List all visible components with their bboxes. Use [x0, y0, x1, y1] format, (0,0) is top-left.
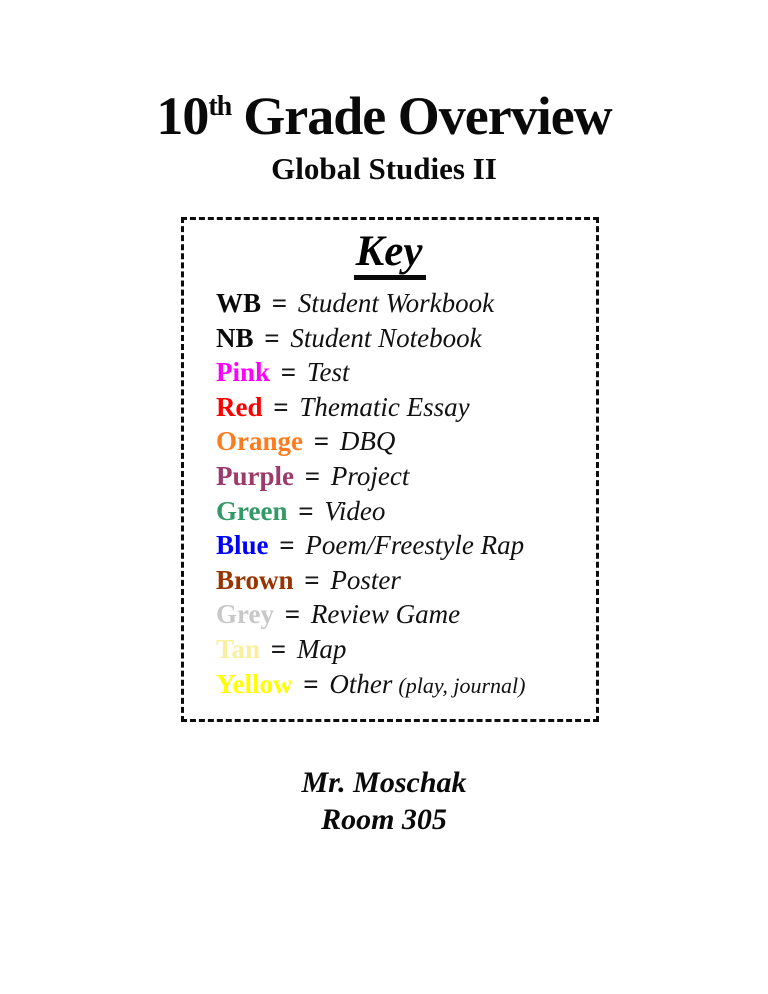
key-item-label: Brown [216, 564, 294, 595]
footer [0, 764, 768, 838]
key-item-equals: = [272, 530, 302, 561]
key-item-label: Red [216, 391, 263, 422]
key-item-label: Blue [216, 530, 269, 561]
key-item-equals: = [291, 495, 321, 526]
key-item-equals: = [266, 391, 296, 422]
key-item [216, 286, 588, 321]
title-ordinal: th [208, 91, 232, 122]
key-item-equals: = [277, 599, 307, 630]
key-item-label: Pink [216, 357, 271, 388]
room-number: Room 305 [321, 803, 447, 837]
key-item [216, 528, 588, 563]
key-item [216, 390, 588, 425]
key-item-equals: = [265, 287, 294, 318]
key-item-label: Yellow [216, 668, 293, 699]
key-item-label: Tan [216, 633, 261, 664]
key-legend-box [181, 217, 599, 722]
key-item [216, 632, 588, 667]
key-item-value: Map [296, 633, 347, 664]
key-item-label: Grey [216, 599, 274, 630]
key-item-value: Other [329, 668, 393, 699]
key-item-value: Test [306, 357, 350, 388]
key-item-value: Student Workbook [297, 287, 495, 318]
key-item [216, 424, 588, 459]
key-item-label: NB [216, 322, 254, 353]
key-item-equals: = [297, 564, 327, 595]
key-item-value: Thematic Essay [299, 391, 470, 422]
key-item-value: DBQ [339, 426, 396, 457]
key-heading: Key [354, 228, 427, 280]
page-title [0, 0, 768, 145]
key-item-note: (play, journal) [398, 672, 526, 698]
key-item-equals: = [264, 633, 293, 664]
key-item-value: Video [324, 495, 386, 526]
key-item-value: Poem/Freestyle Rap [305, 530, 525, 561]
key-item-label: Purple [216, 460, 294, 491]
key-item [216, 459, 588, 494]
key-item [216, 494, 588, 529]
key-item-equals: = [296, 668, 326, 699]
key-item-value: Student Notebook [290, 322, 482, 353]
key-heading-wrap [184, 228, 596, 280]
key-item [216, 667, 588, 704]
key-item-equals: = [307, 426, 336, 457]
key-item-label: WB [216, 287, 262, 318]
key-item [216, 597, 588, 632]
key-item-value: Review Game [310, 599, 461, 630]
key-item-label: Green [216, 495, 288, 526]
key-item [216, 355, 588, 390]
title-rest: Grade Overview [243, 86, 612, 146]
key-item [216, 563, 588, 598]
key-item-value: Poster [330, 564, 401, 595]
key-item-equals: = [298, 460, 327, 491]
key-rows [216, 286, 588, 703]
teacher-name: Mr. Moschak [301, 766, 467, 800]
key-item-equals: = [257, 322, 287, 353]
key-item [216, 321, 588, 356]
key-item-label: Orange [216, 426, 303, 457]
key-item-value: Project [330, 460, 410, 491]
key-item-equals: = [274, 357, 303, 388]
title-number: 10 [156, 86, 209, 146]
page-subtitle: Global Studies II [271, 150, 497, 186]
